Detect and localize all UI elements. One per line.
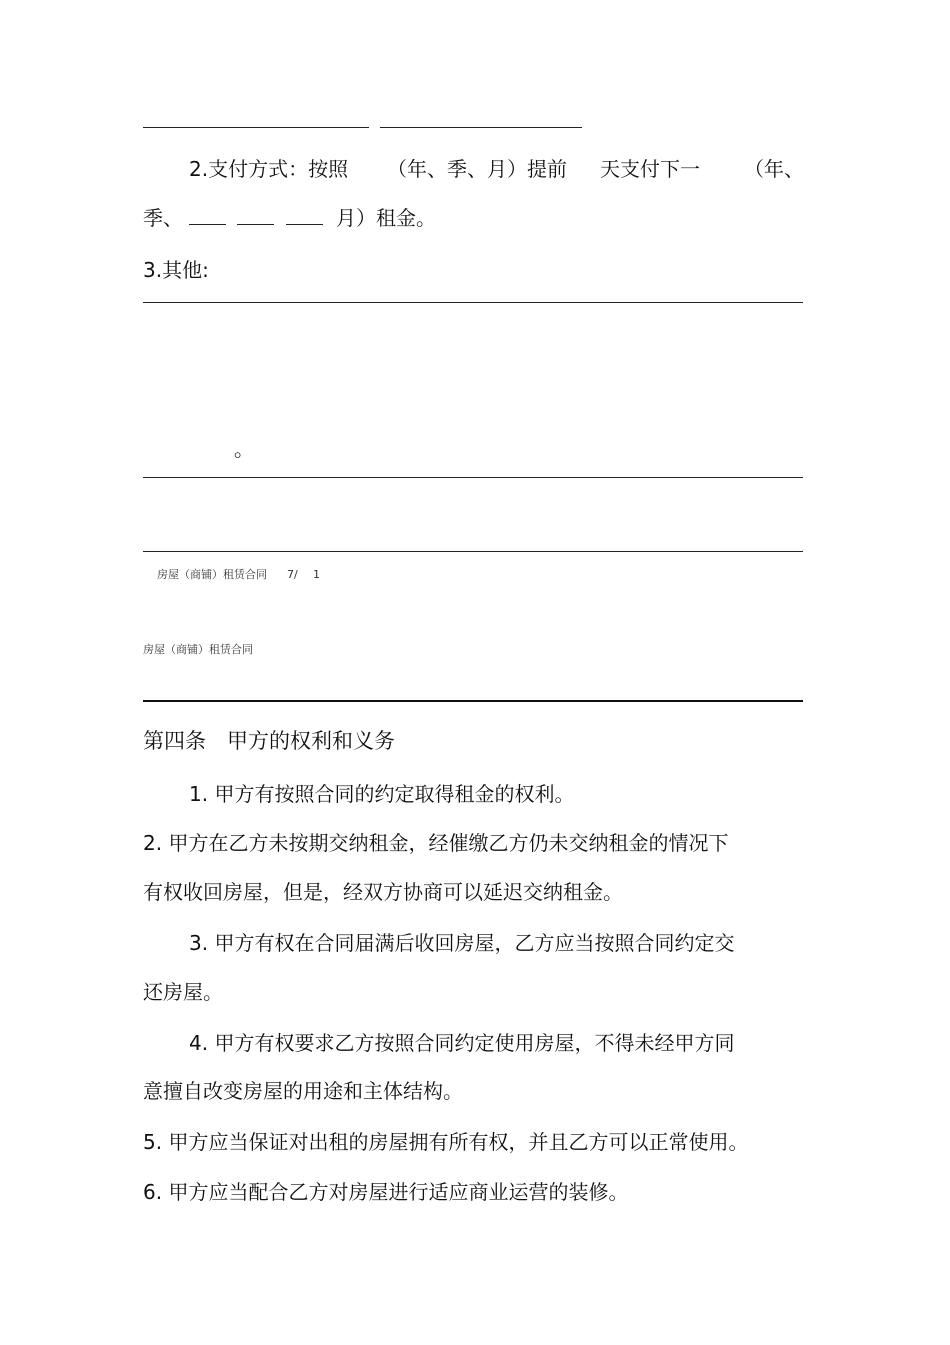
article4-item-2: 2. 甲方在乙方未按期交纳租金，经催缴乙方仍未交纳租金的情况下 (143, 831, 729, 855)
other-period: 。 (234, 437, 254, 461)
payment-line2-start: 季、 (143, 206, 183, 230)
article4-item-4-cont: 意擅自改变房屋的用途和主体结构。 (143, 1079, 463, 1103)
header-title: 房屋（商铺）租赁合同 (143, 643, 253, 656)
payment-days-advance: 天支付下一 (600, 157, 700, 181)
article4-item-3-cont: 还房屋。 (143, 980, 223, 1004)
header-rule (143, 700, 803, 702)
payment-next-period: （年、 (744, 157, 804, 181)
payment-label: 2.支付方式：按照 (189, 157, 349, 181)
article4-item-4: 4. 甲方有权要求乙方按照合同约定使用房屋，不得未经甲方同 (189, 1031, 735, 1055)
blank-line-2 (380, 127, 582, 128)
other-label: 3.其他: (143, 258, 209, 282)
article4-item-5: 5. 甲方应当保证对出租的房屋拥有所有权，并且乙方可以正常使用。 (143, 1130, 749, 1154)
footer-page-total: 1 (313, 568, 320, 581)
footer-page: 7/ (287, 568, 298, 581)
blank-short-3 (286, 224, 323, 225)
blank-short-1 (189, 224, 226, 225)
article4-item-3: 3. 甲方有权在合同届满后收回房屋，乙方应当按照合同约定交 (189, 931, 735, 955)
article4-heading: 第四条 甲方的权利和义务 (143, 729, 395, 753)
other-blank-line (143, 302, 803, 303)
separator-line-1 (143, 477, 803, 478)
payment-line2-end: 月）租金。 (336, 206, 436, 230)
payment-period-options: （年、季、月）提前 (387, 157, 567, 181)
blank-line-1 (143, 127, 369, 128)
separator-line-2 (143, 551, 803, 552)
footer-title: 房屋（商铺）租赁合同 (157, 568, 267, 581)
blank-short-2 (237, 224, 274, 225)
article4-item-6: 6. 甲方应当配合乙方对房屋进行适应商业运营的装修。 (143, 1180, 629, 1204)
article4-item-1: 1. 甲方有按照合同的约定取得租金的权利。 (189, 782, 575, 806)
article4-item-2-cont: 有权收回房屋，但是，经双方协商可以延迟交纳租金。 (143, 880, 623, 904)
